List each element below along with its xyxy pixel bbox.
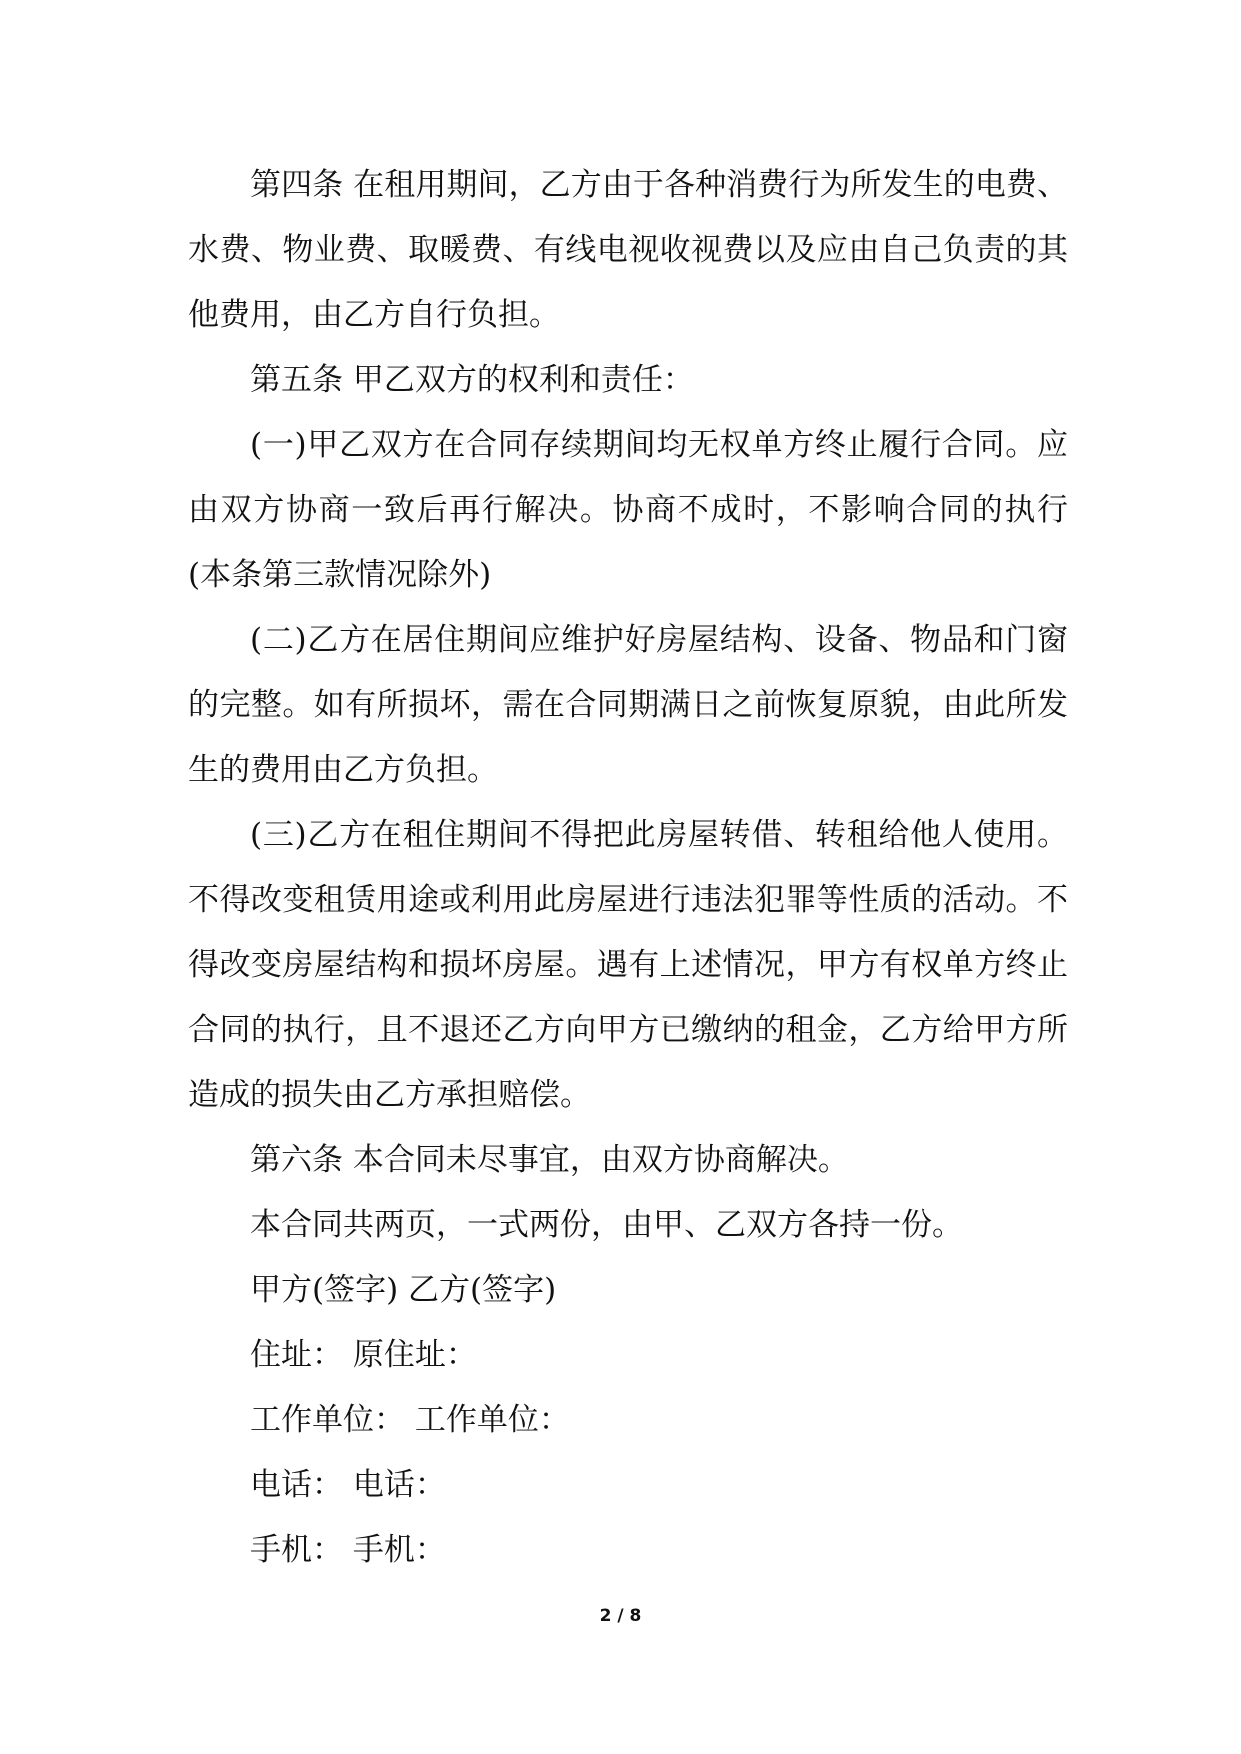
article-6: 第六条 本合同未尽事宜，由双方协商解决。 xyxy=(250,1142,849,1178)
copies-statement: 本合同共两页，一式两份，由甲、乙双方各持一份。 xyxy=(250,1207,963,1243)
signature-line: 甲方(签字) 乙方(签字) xyxy=(250,1272,557,1308)
address-line: 住址： 原住址： xyxy=(250,1337,477,1373)
article-5-clause-2: (二)乙方在居住期间应维护好房屋结构、设备、物品和门窗的完整。如有所损坏，需在合同期满日之前恢复原貌，由此所发生的费用由乙方负担。 xyxy=(188,622,1068,788)
mobile-line: 手机： 手机： xyxy=(250,1532,446,1568)
employer-line: 工作单位： 工作单位： xyxy=(250,1402,570,1438)
article-5-clause-3: (三)乙方在租住期间不得把此房屋转借、转租给他人使用。不得改变租赁用途或利用此房屋进行违法犯罪等性质的活动。不得改变房屋结构和损坏房屋。遇有上述情况，甲方有权单方终止合同的执行，且不退还乙方向甲方已缴纳的租金，乙方给甲方所造成的损失由乙方承担赔偿。 xyxy=(188,817,1068,1113)
article-5-clause-1: (一)甲乙双方在合同存续期间均无权单方终止履行合同。应由双方协商一致后再行解决。协商不成时，不影响合同的执行(本条第三款情况除外) xyxy=(188,427,1068,593)
page-number: 2 / 8 xyxy=(599,1606,642,1626)
document-body xyxy=(188,153,1068,1583)
article-5-heading: 第五条 甲乙双方的权利和责任： xyxy=(250,362,694,398)
article-4: 第四条 在租用期间，乙方由于各种消费行为所发生的电费、水费、物业费、取暖费、有线电视收视费以及应由自己负责的其他费用，由乙方自行负担。 xyxy=(188,167,1068,333)
phone-line: 电话： 电话： xyxy=(250,1467,446,1503)
